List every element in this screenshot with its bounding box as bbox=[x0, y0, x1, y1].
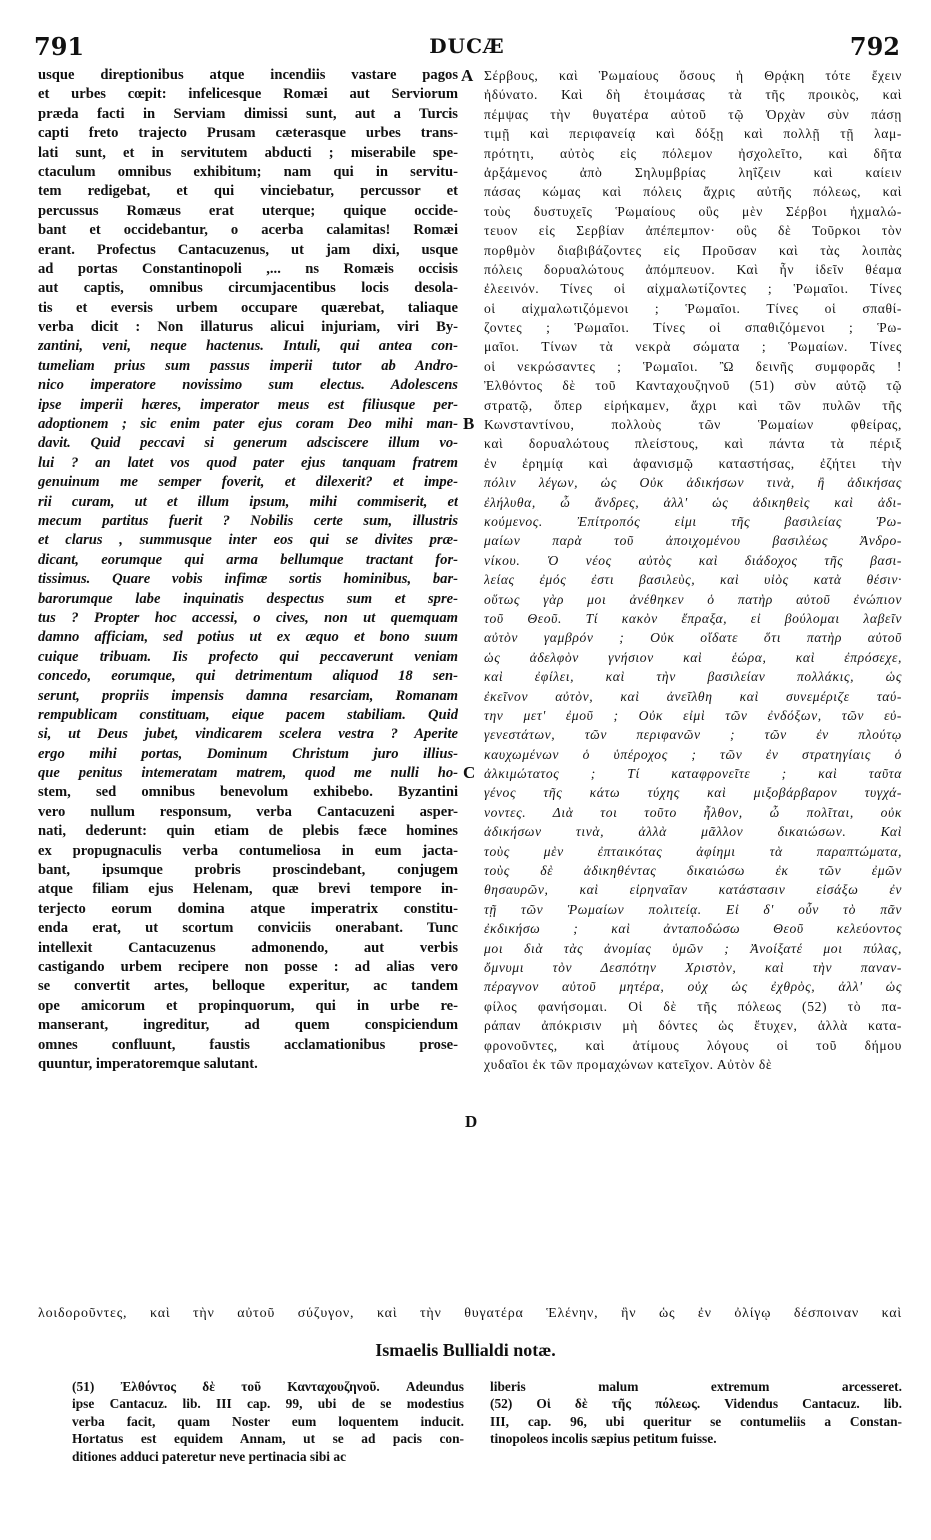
latin-text-line: tissimus. Quare vobis infimæ sortis hominibus, bar- bbox=[38, 571, 458, 588]
greek-text-line: ἐν ἐρημίᾳ καὶ ἀφανισμῷ καταστήσας, ἐζήτει τὴν bbox=[484, 455, 902, 471]
greek-text-line: τοὺς δὲ ἀδικηθέντας δικαιώσω ἐκ τῶν ἐμῶν bbox=[484, 863, 902, 879]
greek-text-line: θησαυρῶν, καὶ εἰρηναῖαν κατάστασιν εἰσάξω ἐν bbox=[484, 882, 902, 898]
latin-text-line: ad portas Constantinopoli ,... ns Romæis occisis bbox=[38, 260, 458, 277]
greek-text-line: πόλεις δορυαλώτους ἀπόμπευον. Καὶ ἦν ἰδεῖν θέαμα bbox=[484, 261, 902, 277]
latin-text-line: præda facti in Serviam dimissi sunt, aut a Turcis bbox=[38, 105, 458, 122]
latin-text-line: bant, ipsumque probris proscindebant, conjugem bbox=[38, 862, 458, 879]
latin-text-line: dicant, eorumque qui arma bellumque tractant for- bbox=[38, 551, 458, 568]
note-line: ipse Cantacuz. lib. III cap. 99, ubi de se modestius bbox=[72, 1396, 464, 1412]
margin-letter-c: C bbox=[463, 763, 476, 782]
notes-right-column bbox=[490, 1378, 902, 1448]
greek-text-line: μοι διὰ τὰς ἀνομίας ὑμῶν ; Ἀνοίξατέ μοι πύλας, bbox=[484, 940, 902, 956]
greek-text-line: γενεστάτων, τῶν περιφανῶν ; τῶν ἐν πλούτῳ bbox=[484, 727, 902, 743]
latin-text-line: serunt, propriis impensis damna resarciam, Romanam bbox=[38, 687, 458, 704]
greek-text-line: ἀρξάμενος ἀπὸ Σηλυμβρίας ληΐζειν καὶ καίειν bbox=[484, 164, 902, 180]
greek-text-line: γένος τῆς κάτω τύχης καὶ μιξοβάρβαρον τυγχά- bbox=[484, 785, 902, 801]
greek-text-line: πέμψας τὴν θυγατέρα αὐτοῦ τῷ Ὀρχὰν σὺν πάσῃ bbox=[484, 106, 902, 122]
latin-text-line: tem redigebat, et qui vinciebatur, percussor et bbox=[38, 183, 458, 200]
latin-text-line: quuntur, imperatoremque salutant. bbox=[38, 1055, 258, 1072]
latin-text-line: ex propugnaculis verba contumeliosa in eum jacta- bbox=[38, 842, 458, 859]
page-header bbox=[34, 32, 900, 62]
latin-text-line: davit. Quid peccavi si generum adsciscere illum vo- bbox=[38, 435, 458, 452]
greek-text-line: τευον εἰς Σερβίαν ἀπέπεμπον· οὓς δὲ Τοῦρκοι τὸν bbox=[484, 223, 902, 239]
latin-text-line: tumeliam prius sum passus imperii tutor ab Andro- bbox=[38, 357, 458, 374]
latin-text-line: lati sunt, et in servitutem abducti ; miserabile spe- bbox=[38, 144, 458, 161]
greek-text-line: μαῖοι. Τίνων τὰ νεκρὰ σώματα ; Ῥωμαίων. Τίνες bbox=[484, 339, 902, 355]
latin-text-line: et clarus , summusque inter eos qui se divites præ- bbox=[38, 532, 458, 549]
greek-text-line: αὐτὸν γαμβρόν ; Οὐκ οἴδατε ὅτι πατὴρ αὐτοῦ bbox=[484, 630, 902, 646]
latin-text-line: adoptionem ; sic enim pater ejus coram Deo mihi man- bbox=[38, 416, 458, 433]
greek-text-line: κούμενος. Ἐπίτροπός εἰμι τῆς βασιλείας Ῥω- bbox=[484, 513, 902, 529]
greek-text-line: νίκου. Ὁ νέος αὐτὸς καὶ διάδοχος τῆς βασι- bbox=[484, 552, 902, 568]
latin-text-line: ope amicorum et propinquorum, qui in urbe re- bbox=[38, 997, 458, 1014]
greek-text-line: φίλος φανήσομαι. Οἱ δὲ τῆς πόλεως (52) τὸ πα- bbox=[484, 998, 902, 1014]
latin-text-line: genuinum me semper foverit, et dilexerit? et impe- bbox=[38, 474, 458, 491]
latin-text-line: erant. Profectus Cantacuzenus, ut jam dixi, usque bbox=[38, 241, 458, 258]
latin-text-line: se convertit artes, belloque experitur, ac tandem bbox=[38, 978, 458, 995]
full-width-greek-line: λοιδοροῦντες, καὶ τὴν αὐτοῦ σύζυγον, καὶ τὴν θυγατέρα Ἑλένην, ἣν ὡς ἐν ὀλίγῳ δέσποιναν καὶ bbox=[38, 1306, 902, 1321]
margin-letter-b: B bbox=[463, 414, 475, 433]
greek-text-line: οὕτως γὰρ μοι ἀνέθηκεν ὁ πατὴρ αὐτοῦ ἐνώπιον bbox=[484, 591, 902, 607]
note-line: (51) Ἐλθόντος δὲ τοῦ Κανταχουζηνοῦ. Adeundus bbox=[72, 1379, 464, 1394]
latin-text-line: percussus Romæus erat uterque; quique occide- bbox=[38, 202, 458, 219]
latin-text-line: bant et occidebantur, o acerba calamitas! Romæi bbox=[38, 222, 458, 239]
note-line: ditiones adduci pateretur neve pertinacia sibi ac bbox=[72, 1448, 347, 1464]
greek-text-line: στρατῷ, ὅπερ εἰρήκαμεν, ἄχρι καὶ τῶν πυλῶν τῆς bbox=[484, 397, 902, 413]
greek-text-line: πορθμὸν διαβιβάζοντες εἰς Προῦσαν καὶ τὰς λοιπὰς bbox=[484, 242, 902, 258]
latin-text-line: lui ? an latet vos quod pater ejus tanquam fratrem bbox=[38, 454, 458, 471]
greek-text-line: ἐκδικήσω ; καὶ ἀνταποδώσω Θεοῦ κελεύοντος bbox=[484, 921, 902, 937]
latin-text-line: et urbes cœpit: infelicesque Romæi aut Serviorum bbox=[38, 86, 458, 103]
notes-left-column bbox=[72, 1378, 464, 1465]
page-number-left: 791 bbox=[34, 32, 85, 61]
greek-text-line: πάσας κώμας καὶ πόλεις ἄχρις αὐτῆς πόλεως, καὶ bbox=[484, 184, 902, 200]
latin-text-line: que penitus intemeratam matrem, quod me nulli ho- bbox=[38, 765, 458, 782]
greek-text-line: Σέρβους, καὶ Ῥωμαίους ὅσους ἡ Θρᾴκη τότε ἔχειν bbox=[484, 68, 902, 83]
latin-text-line: castigando urbem recipere non posse : ad alias vero bbox=[38, 958, 458, 975]
latin-text-line: rii curam, ut et illum ipsum, mihi commiserit, et bbox=[38, 493, 458, 510]
greek-text-line: τοῦ Θεοῦ. Τί κακὸν ἔπραξα, εἰ βούλομαι λαβεῖν bbox=[484, 610, 902, 626]
latin-text-line: enda erat, ut scortum conviciis onerabant. Tunc bbox=[38, 920, 458, 937]
latin-text-line: ergo mihi portas, Dominum Christum juro illius- bbox=[38, 745, 458, 762]
greek-text-line: φρονοῦντες, καὶ ἀτίμους λόγους οἱ τοῦ δήμου bbox=[484, 1037, 902, 1053]
latin-text-line: ipse imperii hæres, imperator meus est filiusque per- bbox=[38, 396, 458, 413]
latin-text-line: omnes confluunt, faustis acclamationibus prose- bbox=[38, 1036, 458, 1053]
note-line: III, cap. 96, ubi queritur se contumeliis a Constan- bbox=[490, 1413, 902, 1429]
latin-text-line: atque filiam ejus Helenam, quæ brevi tempore in- bbox=[38, 881, 458, 898]
greek-text-line: ἐλεεινόν. Τίνες οἱ αἰχμαλωτίζοντες ; Ῥωμαῖοι. Τίνες bbox=[484, 281, 902, 297]
note-line: liberis malum extremum arcesseret. bbox=[490, 1379, 902, 1394]
latin-text-line: rempublicam constituam, eique pacem stabiliam. Quid bbox=[38, 706, 458, 723]
latin-text-line: capti freto trajecto Prusam cæterasque urbes trans- bbox=[38, 125, 458, 142]
greek-text-line: οἱ νεκρώσαντες ; Ῥωμαῖοι. Ὢ δεινῆς συμφορᾶς ! bbox=[484, 358, 902, 374]
latin-text-line: tus ? Propter hoc accessi, o cives, non ut quemquam bbox=[38, 609, 458, 626]
greek-text-line: τιμῇ καὶ περιφανείᾳ καὶ δόξῃ καὶ πολλῇ τῇ λαμ- bbox=[484, 126, 902, 142]
note-line: Hortatus est equidem Annam, ut se ad pacis con- bbox=[72, 1431, 464, 1447]
margin-letter-a: A bbox=[461, 66, 474, 85]
greek-text-line: καυχωμένων ὁ ὑπέροχος ; τῶν ἐν στρατηγίαις ὁ bbox=[484, 746, 902, 762]
greek-text-line: πέραγνον αὐτοῦ μητέρα, οὐχ ὡς ἐχθρὸς, ἀλλ' ὡς bbox=[484, 979, 902, 995]
greek-text-line: την μετ' ἐμοῦ ; Οὐκ εἰμὶ τῶν ἐνδόξων, τῶν εὐ- bbox=[484, 707, 902, 723]
greek-text-line: Ἐλθόντος δὲ τοῦ Κανταχουζηνοῦ (51) σὺν αὐτῷ τῷ bbox=[484, 378, 902, 394]
latin-text-line: manserant, ingreditur, ad quem conspiciendum bbox=[38, 1017, 458, 1034]
latin-text-line: cuique tribuam. Iis profecto qui peccaverunt veniam bbox=[38, 648, 458, 665]
latin-text-line: vero nullum responsum, verba Cantacuzeni asper- bbox=[38, 803, 458, 820]
greek-text-line: καὶ δορυαλώτους πλείστους, καὶ πάντα τὰ πέριξ bbox=[484, 436, 902, 452]
note-line: verba facit, quam Noster eum loquentem inducit. bbox=[72, 1413, 464, 1429]
greek-text-line: ἀλκιμώτατος ; Τί καταφρονεῖτε ; καὶ ταῦτα bbox=[484, 766, 902, 782]
latin-text-line: aut captis, omnibus circumjacentibus locis desola- bbox=[38, 280, 458, 297]
note-line: tinopoleos incolis sæpius petitum fuisse. bbox=[490, 1431, 717, 1447]
greek-text-line: ὡς ἀδελφὸν γνήσιον καὶ ἑώρα, καὶ ἐπρόσεχε, bbox=[484, 649, 902, 665]
greek-text-line: οἱ αἰχμαλωτιζόμενοι ; Ῥωμαῖοι. Τίνες οἱ σπαθί- bbox=[484, 300, 902, 316]
latin-text-line: stem, sed omnibus benevolum exhibebo. Byzantini bbox=[38, 784, 458, 801]
greek-text-line: ζοντες ; Ῥωμαῖοι. Τίνες οἱ σπαθιζόμενοι ; Ῥω- bbox=[484, 320, 902, 336]
latin-text-line: si, ut Deus jubet, vindicarem scelera vestra ? Aperite bbox=[38, 726, 458, 743]
latin-text-line: damno afficiam, sed potius ut ex æquo et bono suum bbox=[38, 629, 458, 646]
latin-text-line: ctaculum omnibus exhibitum; nam qui in servitu- bbox=[38, 163, 458, 180]
latin-text-line: terjecto eorum domina atque imperatrix constitu- bbox=[38, 900, 458, 917]
greek-text-line: ἠδύνατο. Καὶ δὴ ἑτοιμάσας τὰ τῆς προικὸς, καὶ bbox=[484, 87, 902, 103]
latin-text-line: concedo, eorumque, qui detrimentum aliquod 18 sen- bbox=[38, 668, 458, 685]
latin-text-line: barorumque labe inquinatis despectus sum et spre- bbox=[38, 590, 458, 607]
latin-text-line: usque direptionibus atque incendiis vastare pagos bbox=[38, 67, 458, 83]
page-number-right: 792 bbox=[849, 32, 900, 61]
note-line: (52) Οἱ δὲ τῆς πόλεως. Videndus Cantacuz. lib. bbox=[490, 1396, 902, 1412]
greek-text-line: ἐκεῖνον αὐτὸν, καὶ ἀνεῖλθη καὶ συνεμέριζε ταύ- bbox=[484, 688, 902, 704]
latin-text-line: nico imperatore novissimo sum electus. Adolescens bbox=[38, 377, 458, 394]
greek-text-line: νοντες. Διὰ τοι τοῦτο ἦλθον, ὦ πολῖται, οὐκ bbox=[484, 804, 902, 820]
running-head: DUCÆ bbox=[429, 34, 505, 58]
greek-column bbox=[484, 66, 902, 1074]
greek-text-line: ἐλήλυθα, ὦ ἄνδρες, ἀλλ' ὡς ἀδικηθεὶς καὶ ἀδι- bbox=[484, 494, 902, 510]
greek-text-line: πρότητι, αὐτὸς εἰς πόλεμον ἠσχολεῖτο, καὶ δῆτα bbox=[484, 145, 902, 161]
greek-text-line: ὄμνυμι τὸν Δεσπότην Χριστὸν, καὶ τὴν παναν- bbox=[484, 959, 902, 975]
latin-text-line: zantini, veni, neque hactenus. Intuli, qui antea con- bbox=[38, 338, 458, 355]
latin-column bbox=[38, 66, 458, 1074]
greek-text-line: μαίων παρὰ τοῦ ἀποιχομένου βασιλέως Ἀνδρο- bbox=[484, 533, 902, 549]
greek-text-line: πόλιν λέγων, ὡς Οὐκ ἀδικήσων τινὰ, ἢ ἀδικήσας bbox=[484, 475, 902, 491]
greek-text-line: τῇ τῶν Ῥωμαίων πολιτείᾳ. Εἰ δ' οὖν τὸ πᾶν bbox=[484, 901, 902, 917]
greek-text-line: ἀδικήσων τινὰ, ἀλλὰ μᾶλλον δικαιώσων. Καὶ bbox=[484, 824, 902, 840]
latin-text-line: verba dicit : Non illaturus alicui injuriam, viri By- bbox=[38, 319, 458, 336]
greek-text-line: καὶ ἐφίλει, καὶ τὴν βασιλείαν πολλάκις, ὡς bbox=[484, 669, 902, 685]
latin-text-line: nati, dederunt: quin etiam de plebis fæce homines bbox=[38, 823, 458, 840]
greek-text-line: λείας ἐμός ἐστι βασιλεὺς, καὶ υἱὸς κατὰ θέσιν· bbox=[484, 572, 902, 588]
latin-text-line: tis et eversis urbem occupare quærebat, taliaque bbox=[38, 299, 458, 316]
greek-text-line: Κωνσταντίνου, πολλοὺς τῶν Ῥωμαίων φθείρας, bbox=[484, 417, 902, 433]
margin-letter-d: D bbox=[465, 1112, 478, 1131]
latin-text-line: intellexit Cantacuzenus admonendo, aut verbis bbox=[38, 939, 458, 956]
greek-text-line: χυδαῖοι ἐκ τῶν προμαχώνων κατεῖχον. Αὐτὸν δὲ bbox=[484, 1056, 773, 1072]
notes-title: Ismaelis Bullialdi notæ. bbox=[375, 1340, 556, 1360]
latin-text-line: mecum partitus fuerit ? Nobilis certe sum, illustris bbox=[38, 512, 458, 529]
greek-text-line: ράπαν ἀπόκρισιν μὴ δόντες ὡς ἔτυχεν, ἀλλὰ κατα- bbox=[484, 1018, 902, 1034]
greek-text-line: τοὺς δυστυχεῖς Ῥωμαίους οὓς μὲν Σέρβοι ἠχμαλώ- bbox=[484, 203, 902, 219]
greek-text-line: τοὺς μὲν ἐπταικότας ἀφίημι τὰ παραπτώματα, bbox=[484, 843, 902, 859]
